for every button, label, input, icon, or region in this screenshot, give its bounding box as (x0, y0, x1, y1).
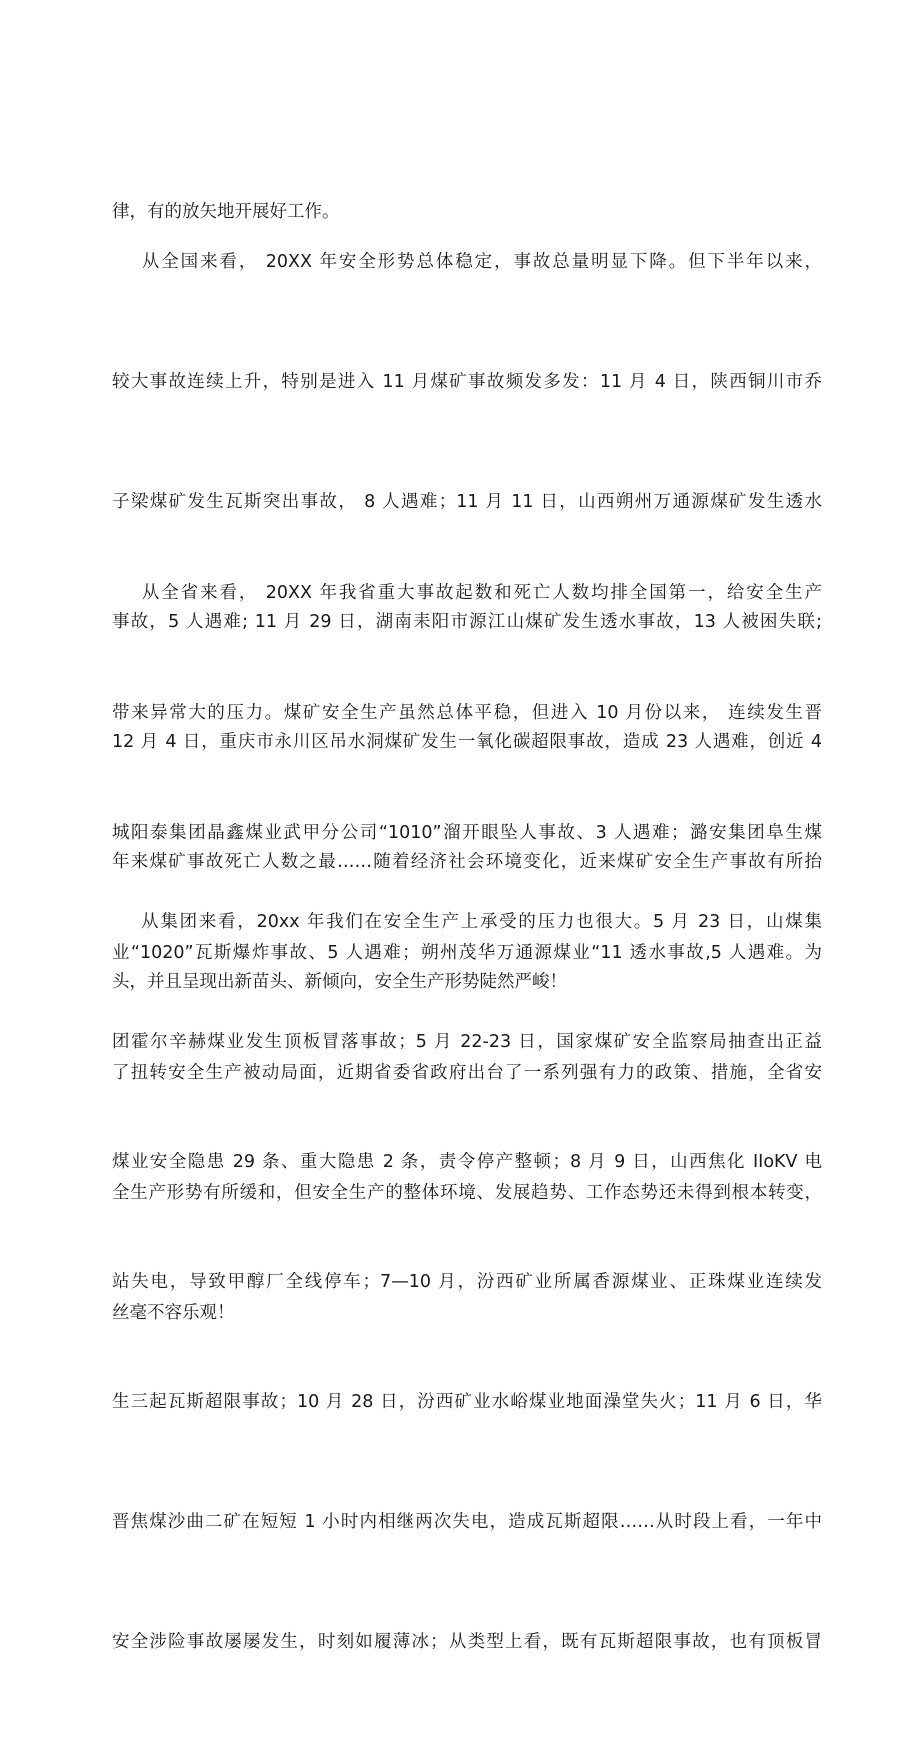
paragraph-line: 头，并且呈现出新苗头、新倾向，安全生产形势陡然严峻！ (112, 972, 567, 992)
paragraph-line: 从全国来看， 20XX 年安全形势总体稳定，事故总量明显下降。但下半年以来， (112, 252, 822, 272)
paragraph-line: 生三起瓦斯超限事故；10 月 28 日，汾西矿业水峪煤业地面澡堂失火；11 月 6 日，华 (112, 1392, 822, 1412)
paragraph-line: 晋焦煤沙曲二矿在短短 1 小时内相继两次失电，造成瓦斯超限……从时段上看，一年中 (112, 1512, 822, 1532)
paragraph-line: 年来煤矿事故死亡人数之最……随着经济社会环境变化，近来煤矿安全生产事故有所抬 (112, 852, 822, 872)
paragraph-line: 较大事故连续上升，特别是进入 11 月煤矿事故频发多发：11 月 4 日，陕西铜川市乔 (112, 372, 822, 392)
paragraph-4 (112, 822, 822, 1742)
paragraph-line: 安全涉险事故屡屡发生，时刻如履薄冰；从类型上看，既有瓦斯超限事故，也有顶板冒 (112, 1632, 822, 1652)
paragraph-line: 从全省来看， 20XX 年我省重大事故起数和死亡人数均排全国第一，给安全生产 (112, 583, 822, 603)
paragraph-line: 事故，5 人遇难; 11 月 29 日，湖南耒阳市源江山煤矿发生透水事故，13 人被困失联; (112, 612, 822, 632)
paragraph-line: 团霍尔辛赫煤业发生顶板冒落事故；5 月 22-23 日，国家煤矿安全监察局抽查出正益 (112, 1032, 822, 1052)
paragraph-line: 带来异常大的压力。煤矿安全生产虽然总体平稳，但进入 10 月份以来， 连续发生晋 (112, 703, 822, 723)
paragraph-line: 了扭转安全生产被动局面，近期省委省政府出台了一系列强有力的政策、措施，全省安 (112, 1063, 822, 1083)
paragraph-line: 煤业安全隐患 29 条、重大隐患 2 条，责令停产整顿；8 月 9 日，山西焦化 IIoKV 电 (112, 1152, 822, 1172)
paragraph-line: 城阳泰集团晶鑫煤业武甲分公司“1010”溜开眼坠人事故、3 人遇难；潞安集团阜生煤 (112, 823, 822, 843)
paragraph-line: 全生产形势有所缓和，但安全生产的整体环境、发展趋势、工作态势还未得到根本转变， (112, 1183, 822, 1203)
paragraph-line: 从集团来看，20xx 年我们在安全生产上承受的压力也很大。5 月 23 日，山煤集 (112, 912, 822, 932)
paragraph-line: 业“1020”瓦斯爆炸事故、5 人遇难；朔州茂华万通源煤业“11 透水事故,5 人遇难。为 (112, 943, 822, 963)
paragraph-line: 丝毫不容乐观！ (112, 1303, 235, 1323)
paragraph-line: 12 月 4 日，重庆市永川区吊水洞煤矿发生一氧化碳超限事故，造成 23 人遇难，创近 4 (112, 732, 822, 752)
paragraph-line: 站失电，导致甲醇厂全线停车；7—10 月，汾西矿业所属香源煤业、正珠煤业连续发 (112, 1272, 822, 1292)
paragraph-line: 子梁煤矿发生瓦斯突出事故， 8 人遇难；11 月 11 日，山西朔州万通源煤矿发生透水 (112, 492, 822, 512)
paragraph-line: 律，有的放矢地开展好工作。 (112, 202, 340, 222)
